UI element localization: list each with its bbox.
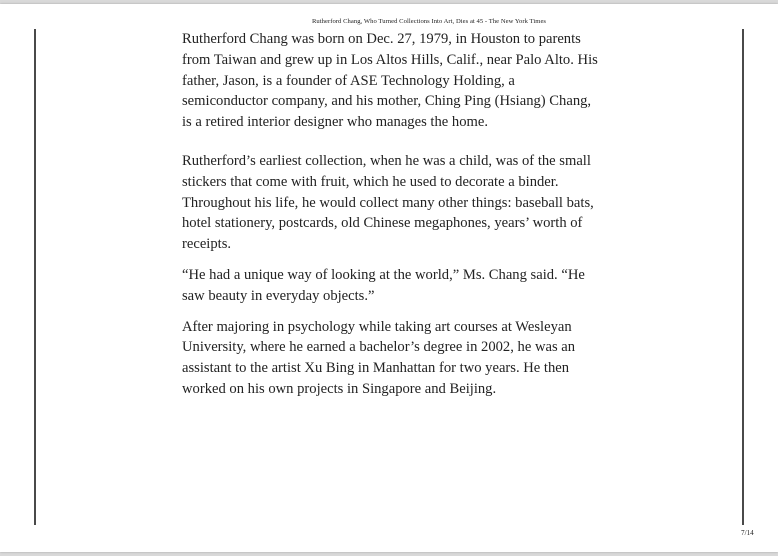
paragraph-2: Rutherford’s earliest collection, when he was a child, was of the small stickers that come with fruit, which he used to decorate a binder. Throughout his life, he would collect many other things: baseball bats, hotel stationery, postcards, old Chinese megaphones, years’ worth of receipts. [182, 152, 594, 253]
article-body [182, 29, 602, 400]
paragraph-3: “He had a unique way of looking at the world,” Ms. Chang said. “He saw beauty in everyday objects.” [182, 266, 585, 304]
running-header: Rutherford Chang, Who Turned Collections Into Art, Dies at 45 - The New York Times [311, 18, 547, 25]
document-page [0, 4, 778, 552]
paragraph-1: Rutherford Chang was born on Dec. 27, 1979, in Houston to parents from Taiwan and grew up in Los Altos Hills, Calif., near Palo Alto. His father, Jason, is a founder of ASE Technology Holding, a semiconductor company, and his mother, Ching Ping (Hsiang) Chang, is a retired interior designer who manages the home. [182, 31, 598, 131]
left-margin-rule [34, 29, 36, 525]
paragraph-4: After majoring in psychology while taking art courses at Wesleyan University, where he earned a bachelor’s degree in 2002, he was an assistant to the artist Xu Bing in Manhattan for two years. He then worked on his own projects in Singapore and Beijing. [182, 318, 576, 397]
page-number: 7/14 [741, 529, 754, 537]
right-margin-rule [742, 29, 744, 525]
